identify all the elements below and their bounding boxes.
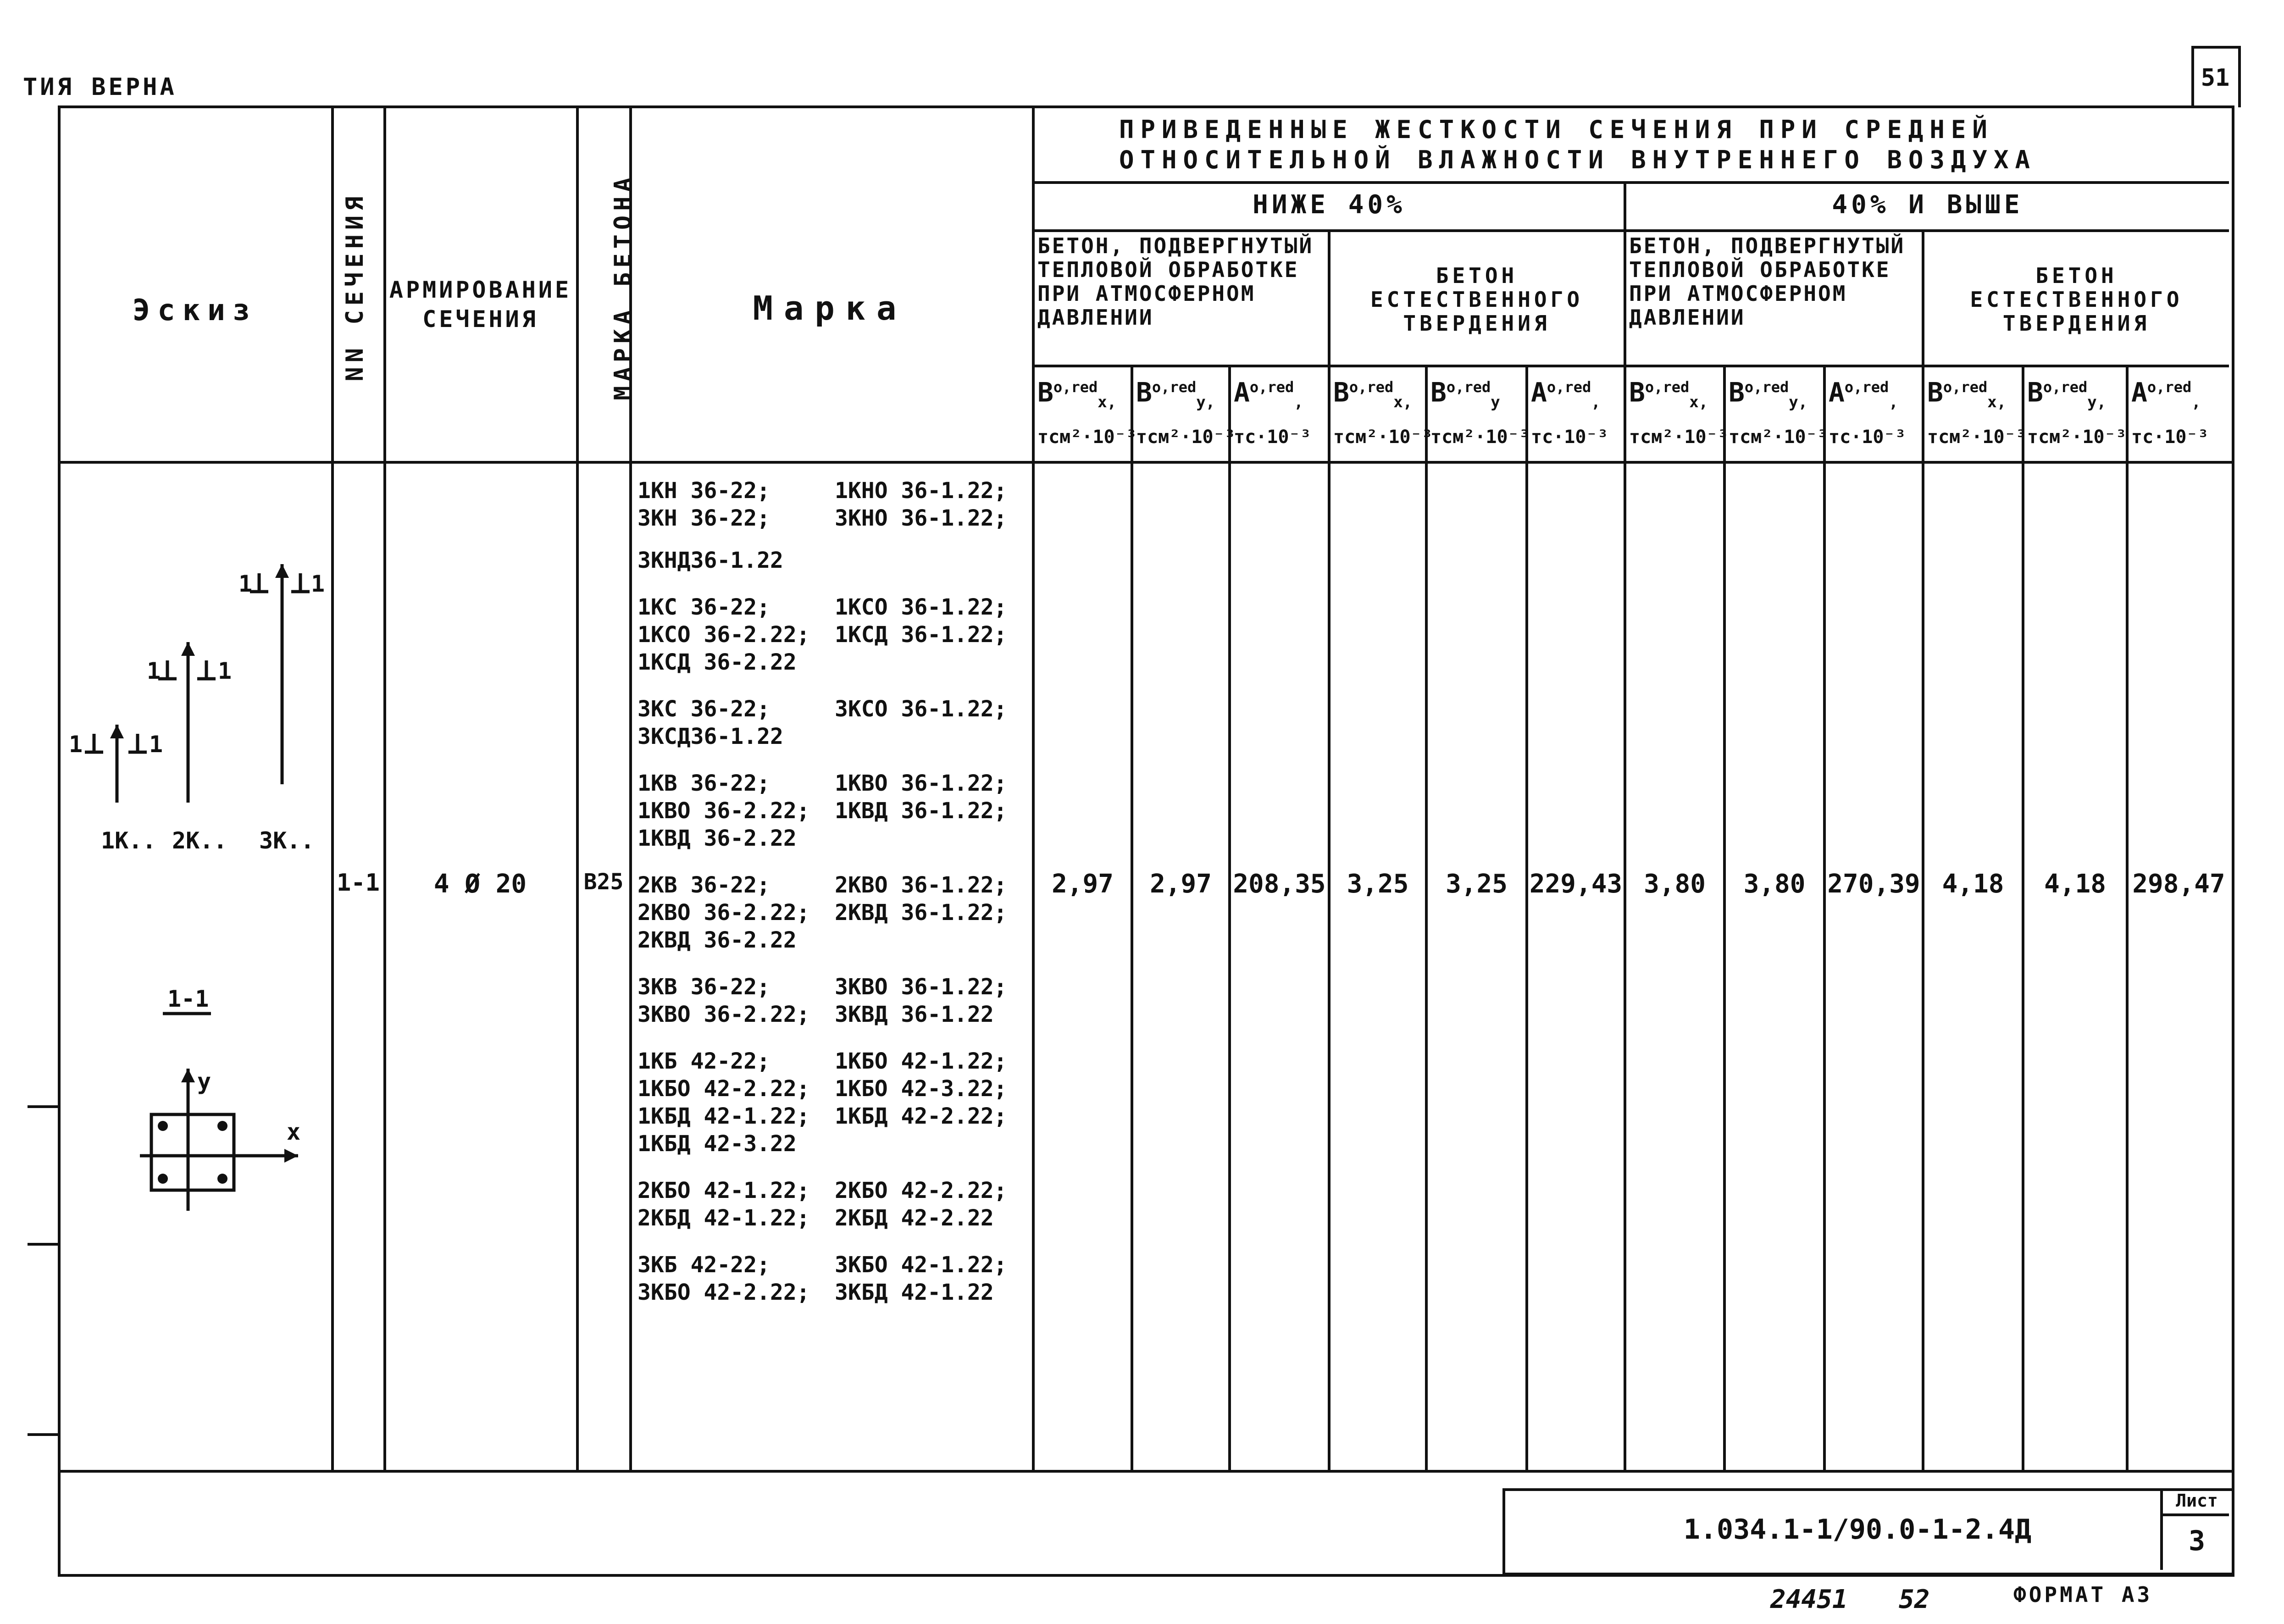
col-header-3: $A^{o,red}_,$ тс·10⁻³ (1234, 369, 1327, 448)
humidity-high-header: 40% И ВЫШЕ (1832, 190, 2023, 220)
mark-item: 3КСО 36-1.22; (835, 696, 1007, 722)
val-line-f (1823, 365, 1826, 1471)
marks-group (638, 695, 1027, 750)
mark-item: 3КСД36-1.22 (638, 724, 783, 749)
heat-treated-header-2: БЕТОН, ПОДВЕРГНУТЫЙ ТЕПЛОВОЙ ОБРАБОТКЕ ПРИ АТМОСФЕРНОМ ДАВЛЕНИИ (1629, 233, 1906, 330)
mark-item: 3КВО 36-1.22; (835, 974, 1007, 1000)
mark-item: 3КВО 36-2.22; (638, 1002, 810, 1027)
col-header-2: $B^{o,red}_{y,}$ тсм²·10⁻³ (1136, 377, 1236, 448)
natural-header-2: БЕТОН ЕСТЕСТВЕННОГО ТВЕРДЕНИЯ (1970, 263, 2183, 336)
mark-row (638, 973, 1027, 1001)
mark-item: 2КВО 36-1.22; (835, 872, 1007, 898)
col-unit-5: тсм²·10⁻³ (1430, 426, 1530, 448)
axis-y-label: y (197, 1068, 211, 1095)
cut-mark-1: 1 (238, 571, 253, 597)
mark-item: 2КВ 36-22; (638, 872, 770, 898)
section-value: 1-1 (337, 869, 380, 897)
mark-item: 1КВ 36-22; (638, 770, 770, 796)
stamp-designation: 1.034.1-1/90.0-1-2.4Д (1683, 1513, 2032, 1546)
natural-header-1: БЕТОН ЕСТЕСТВЕННОГО ТВЕРДЕНИЯ (1370, 263, 1584, 336)
mark-item: 2КВД 36-1.22; (835, 900, 1007, 926)
val-line-a (1131, 365, 1133, 1471)
mark-item: 1КБД 42-1.22; (638, 1103, 810, 1129)
val-line-g (2022, 365, 2024, 1471)
concrete-grade-header: МАРКА БЕТОНА (610, 173, 637, 400)
mark-item: 1КБД 42-3.22 (638, 1131, 797, 1157)
col-header-8: $B^{o,red}_{y,}$ тсм²·10⁻³ (1729, 377, 1828, 448)
mark-item: 2КВД 36-2.22 (638, 927, 797, 953)
col-header-6: $A^{o,red}_,$ тс·10⁻³ (1531, 369, 1623, 448)
col-header-10: $B^{o,red}_{x,}$ тсм²·10⁻³ (1927, 377, 2027, 448)
mark-item: 1КВО 36-2.22; (638, 798, 810, 824)
sheet-number: 3 (2188, 1525, 2206, 1557)
mark-item: 1КСО 36-1.22; (835, 594, 1007, 620)
mark-row (638, 695, 1027, 723)
mark-row (638, 723, 1027, 750)
mark-item: 2КБД 42-1.22; (638, 1205, 810, 1231)
stiffness-value-4: 3,25 (1347, 869, 1409, 899)
mark-row (638, 825, 1027, 852)
stiffness-value-6: 229,43 (1529, 869, 1623, 899)
marks-group (638, 871, 1027, 954)
mark-item: 1КНО 36-1.22; (835, 478, 1007, 504)
col-line-2 (383, 105, 386, 1471)
col-header-12: $A^{o,red}_,$ тс·10⁻³ (2131, 369, 2228, 448)
mark-item: 1КВД 36-1.22; (835, 798, 1007, 824)
page-number: 51 (2201, 64, 2230, 92)
mark-row (638, 899, 1027, 926)
mark-row (638, 1048, 1027, 1075)
sketch-label-3: 3К.. (259, 827, 315, 854)
mark-row (638, 547, 1027, 574)
humidity-top-line (1032, 181, 2229, 184)
sketch-label-1: 1К.. (101, 827, 156, 854)
type-split-line-1 (1328, 229, 1330, 1471)
heat-treated-header-1: БЕТОН, ПОДВЕРГНУТЫЙ ТЕПЛОВОЙ ОБРАБОТКЕ ПРИ АТМОСФЕРНОМ ДАВЛЕНИИ (1037, 233, 1314, 330)
col-header-9: $A^{o,red}_,$ тс·10⁻³ (1829, 369, 1921, 448)
symbols-top-line (1032, 365, 2229, 367)
mark-item: 3КБД 42-1.22 (835, 1280, 994, 1305)
mark-item: 3КБ 42-22; (638, 1252, 770, 1278)
mark-row (638, 1103, 1027, 1130)
col-unit-12: тс·10⁻³ (2131, 426, 2209, 448)
margin-tick-2 (28, 1243, 58, 1246)
val-line-h (2126, 365, 2129, 1471)
sketch-drawing (60, 527, 330, 1238)
type-split-line-2 (1922, 229, 1924, 1471)
col-unit-2: тсм²·10⁻³ (1136, 426, 1236, 448)
axis-x-label: x (287, 1119, 301, 1145)
mark-item: 3КБО 42-1.22; (835, 1252, 1007, 1278)
mark-item: 1КБО 42-3.22; (835, 1076, 1007, 1102)
cut-mark-2: 1 (311, 571, 325, 597)
mark-header: Марка (753, 289, 908, 327)
col-header-11: $B^{o,red}_{y,}$ тсм²·10⁻³ (2027, 377, 2127, 448)
val-line-b (1228, 365, 1231, 1471)
mark-row (638, 621, 1027, 648)
footer-inventory: 24451 (1770, 1585, 1848, 1614)
mark-item: 1КБО 42-1.22; (835, 1048, 1007, 1074)
sketch-header: Эскиз (132, 294, 258, 327)
mark-item: 1КН 36-22; (638, 478, 770, 504)
cut-mark-5: 1 (69, 731, 83, 758)
val-line-d (1525, 365, 1528, 1471)
mark-item: 1КБД 42-2.22; (835, 1103, 1007, 1129)
mark-row (638, 797, 1027, 825)
cut-mark-6: 1 (149, 731, 163, 758)
stiffness-value-2: 2,97 (1150, 869, 1212, 899)
stiffness-value-1: 2,97 (1052, 869, 1114, 899)
col-line-5 (1032, 105, 1035, 1471)
mark-row (638, 593, 1027, 621)
footer-copy: 52 (1899, 1585, 1930, 1614)
cut-mark-4: 1 (218, 658, 232, 684)
marks-group (638, 593, 1027, 676)
marks-group (638, 1177, 1027, 1232)
mark-item: 1КСД 36-2.22 (638, 649, 797, 675)
mark-item: 2КБО 42-1.22; (638, 1178, 810, 1203)
mark-row (638, 1177, 1027, 1204)
top-left-text: ТИЯ ВЕРНА (23, 73, 177, 101)
col-unit-1: тсм²·10⁻³ (1037, 426, 1137, 448)
stiffness-value-8: 3,80 (1743, 869, 1806, 899)
stiffness-value-5: 3,25 (1446, 869, 1508, 899)
stiffness-value-10: 4,18 (1942, 869, 2004, 899)
col-unit-4: тсм²·10⁻³ (1333, 426, 1433, 448)
col-unit-9: тс·10⁻³ (1829, 426, 1906, 448)
mark-item: 1КС 36-22; (638, 594, 770, 620)
sheet-label: Лист (2176, 1491, 2218, 1511)
val-line-e (1723, 365, 1726, 1471)
sheet-label-divider (2160, 1513, 2229, 1516)
mark-item: 2КВО 36-2.22; (638, 900, 810, 926)
mark-row (638, 1279, 1027, 1306)
stiffness-value-7: 3,80 (1644, 869, 1706, 899)
mark-item: 1КВД 36-2.22 (638, 826, 797, 851)
mark-item: 3КВ 36-22; (638, 974, 770, 1000)
reinforcement-header: АРМИРОВАНИЕ СЕЧЕНИЯ (389, 277, 572, 333)
marks-group (638, 547, 1027, 574)
mark-row (638, 504, 1027, 532)
stiffness-value-3: 208,35 (1233, 869, 1326, 899)
sketch-label-2: 2К.. (172, 827, 227, 854)
col-header-5: $B^{o,red}_y$ тсм²·10⁻³ (1430, 377, 1530, 448)
mark-item: 1КБО 42-2.22; (638, 1076, 810, 1102)
mark-item: 1КСД 36-1.22; (835, 622, 1007, 648)
val-line-c (1425, 365, 1428, 1471)
marks-group (638, 1251, 1027, 1306)
mark-row (638, 648, 1027, 676)
col-header-4: $B^{o,red}_{x,}$ тсм²·10⁻³ (1333, 377, 1433, 448)
mark-item: 1КВО 36-1.22; (835, 770, 1007, 796)
marks-list (638, 477, 1027, 1325)
mark-row (638, 1251, 1027, 1279)
mark-item: 1КБ 42-22; (638, 1048, 770, 1074)
concrete-value: B25 (583, 869, 624, 895)
col-unit-7: тсм²·10⁻³ (1629, 426, 1729, 448)
footer-format: ФОРМАТ А3 (2013, 1582, 2153, 1607)
col-unit-8: тсм²·10⁻³ (1729, 426, 1828, 448)
mark-row (638, 1130, 1027, 1158)
mark-item: 1КСО 36-2.22; (638, 622, 810, 648)
humidity-low-header: НИЖЕ 40% (1253, 190, 1406, 220)
stiffness-value-12: 298,47 (2132, 869, 2225, 899)
col-line-1 (331, 105, 334, 1471)
section-no-header: NN СЕЧЕНИЯ (341, 192, 369, 382)
col-unit-10: тсм²·10⁻³ (1927, 426, 2027, 448)
col-unit-3: тс·10⁻³ (1234, 426, 1311, 448)
marks-group (638, 973, 1027, 1028)
mark-item: 3КНД36-1.22 (638, 548, 783, 573)
mark-row (638, 477, 1027, 504)
mark-item: 3КБО 42-2.22; (638, 1280, 810, 1305)
mark-item: 2КБД 42-2.22 (835, 1205, 994, 1231)
mark-row (638, 1204, 1027, 1232)
section-label: 1-1 (167, 986, 209, 1012)
reinforcement-value: 4 Ø 20 (433, 869, 527, 899)
mark-row (638, 1075, 1027, 1103)
stiffness-title: ПРИВЕДЕННЫЕ ЖЕСТКОСТИ СЕЧЕНИЯ ПРИ СРЕДНЕЙ ОТНОСИТЕЛЬНОЙ ВЛАЖНОСТИ ВНУТРЕННЕГО ВОЗДУХА (1119, 115, 2036, 174)
stiffness-value-9: 270,39 (1827, 869, 1920, 899)
concrete-type-top-line (1032, 229, 2229, 232)
mark-row (638, 1001, 1027, 1028)
cut-mark-3: 1 (147, 658, 161, 684)
mark-item: 3КС 36-22; (638, 696, 770, 722)
mark-row (638, 926, 1027, 954)
mark-item: 3КВД 36-1.22 (835, 1002, 994, 1027)
col-unit-11: тсм²·10⁻³ (2027, 426, 2127, 448)
marks-group (638, 1048, 1027, 1158)
humidity-split-line (1624, 181, 1626, 1471)
mark-item: 3КНО 36-1.22; (835, 505, 1007, 531)
marks-group (638, 477, 1027, 532)
mark-item: 2КБО 42-2.22; (835, 1178, 1007, 1203)
col-unit-6: тс·10⁻³ (1531, 426, 1608, 448)
mark-item: 3КН 36-22; (638, 505, 770, 531)
mark-row (638, 871, 1027, 899)
col-header-7: $B^{o,red}_{x,}$ тсм²·10⁻³ (1629, 377, 1729, 448)
margin-tick-1 (28, 1105, 58, 1108)
col-line-3 (576, 105, 579, 1471)
col-header-1: $B^{o,red}_{x,}$ тсм²·10⁻³ (1037, 377, 1137, 448)
stiffness-value-11: 4,18 (2044, 869, 2106, 899)
mark-row (638, 770, 1027, 797)
margin-tick-3 (28, 1433, 58, 1436)
marks-group (638, 770, 1027, 852)
